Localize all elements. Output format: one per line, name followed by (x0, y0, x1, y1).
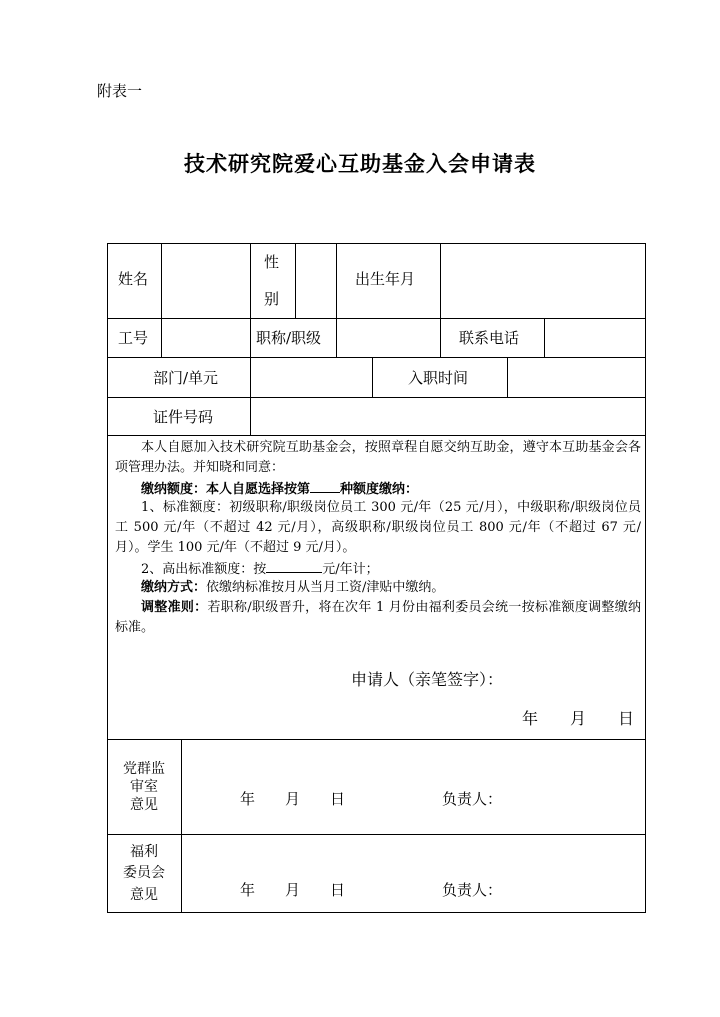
welfare-label-1: 福利 (130, 844, 158, 860)
amount-choice-blank[interactable] (310, 478, 340, 493)
adjust-label: 调整准则： (141, 600, 208, 615)
row-divider (107, 318, 646, 319)
party-date: 年 月 日 (240, 790, 346, 808)
standard-text: 1、标准额度：初级职称/职级岗位员工 300 元/年（25 元/月），中级职称/职级岗位员工 500 元/年（不超过 42 元/月），高级职称/职级岗位员工 800 元/年（不超过 67 元/月）。学生 100 元/年（不超过 9 元/月）。 (115, 500, 641, 555)
amount-prefix: 缴纳额度：本人自愿选择按第 (141, 482, 311, 497)
col-divider (440, 243, 441, 318)
label-phone: 联系电话 (459, 329, 520, 347)
row-divider (107, 357, 646, 358)
welfare-responsible: 负责人： (442, 881, 503, 899)
amount-suffix: 种额度缴纳： (340, 482, 419, 497)
row-divider (107, 834, 646, 835)
col-divider (161, 318, 162, 357)
welfare-date: 年 月 日 (240, 881, 346, 899)
col-divider (181, 739, 182, 913)
col-divider (250, 397, 251, 435)
method-text: 依缴纳标准按月从当月工资/津贴中缴纳。 (206, 580, 445, 595)
attachment-label: 附表一 (97, 82, 143, 100)
label-gender-2: 别 (264, 290, 280, 308)
higher-suffix: 元/年计； (322, 562, 379, 577)
label-name: 姓名 (118, 270, 149, 288)
label-join-date: 入职时间 (408, 369, 469, 387)
higher-amount-blank[interactable] (266, 558, 322, 573)
adjust-text: 若职称/职级晋升，将在次年 1 月份由福利委员会统一按标准额度调整缴纳标准。 (115, 600, 641, 635)
higher-line (115, 558, 641, 580)
row-divider (107, 739, 646, 740)
applicant-date: 年 月 日 (522, 709, 635, 728)
col-divider (161, 243, 162, 318)
party-label-3: 意见 (130, 797, 158, 813)
welfare-label-3: 意见 (130, 887, 158, 903)
col-divider (250, 318, 251, 357)
col-divider (295, 243, 296, 318)
intro-text: 本人自愿加入技术研究院互助基金会，按照章程自愿交纳互助金，遵守本互助基金会各项管理办法。并知晓和同意： (115, 440, 641, 475)
method-label: 缴纳方式： (141, 580, 207, 595)
label-title-level: 职称/职级 (256, 329, 322, 347)
welfare-label-2: 委员会 (123, 865, 165, 881)
col-divider (440, 318, 441, 357)
higher-prefix: 2、高出标准额度：按 (141, 562, 267, 577)
col-divider (336, 318, 337, 357)
party-responsible: 负责人： (442, 790, 503, 808)
row-divider (107, 435, 646, 436)
label-emp-no: 工号 (118, 329, 149, 347)
col-divider (250, 243, 251, 318)
label-gender-1: 性 (264, 253, 280, 271)
row-divider (107, 397, 646, 398)
label-id-no: 证件号码 (153, 408, 214, 426)
party-label-2: 审室 (130, 779, 158, 795)
col-divider (507, 357, 508, 397)
adjust-line (115, 598, 641, 638)
col-divider (250, 357, 251, 397)
label-department: 部门/单元 (153, 369, 219, 387)
method-line (115, 578, 641, 598)
col-divider (544, 318, 545, 357)
label-birth: 出生年月 (355, 270, 416, 288)
form-title: 技术研究院爱心互助基金入会申请表 (184, 151, 536, 176)
amount-line (115, 478, 641, 500)
col-divider (372, 357, 373, 397)
party-label-1: 党群监 (123, 761, 165, 777)
applicant-signature-label: 申请人（亲笔签字）： (351, 670, 504, 689)
col-divider (336, 243, 337, 318)
